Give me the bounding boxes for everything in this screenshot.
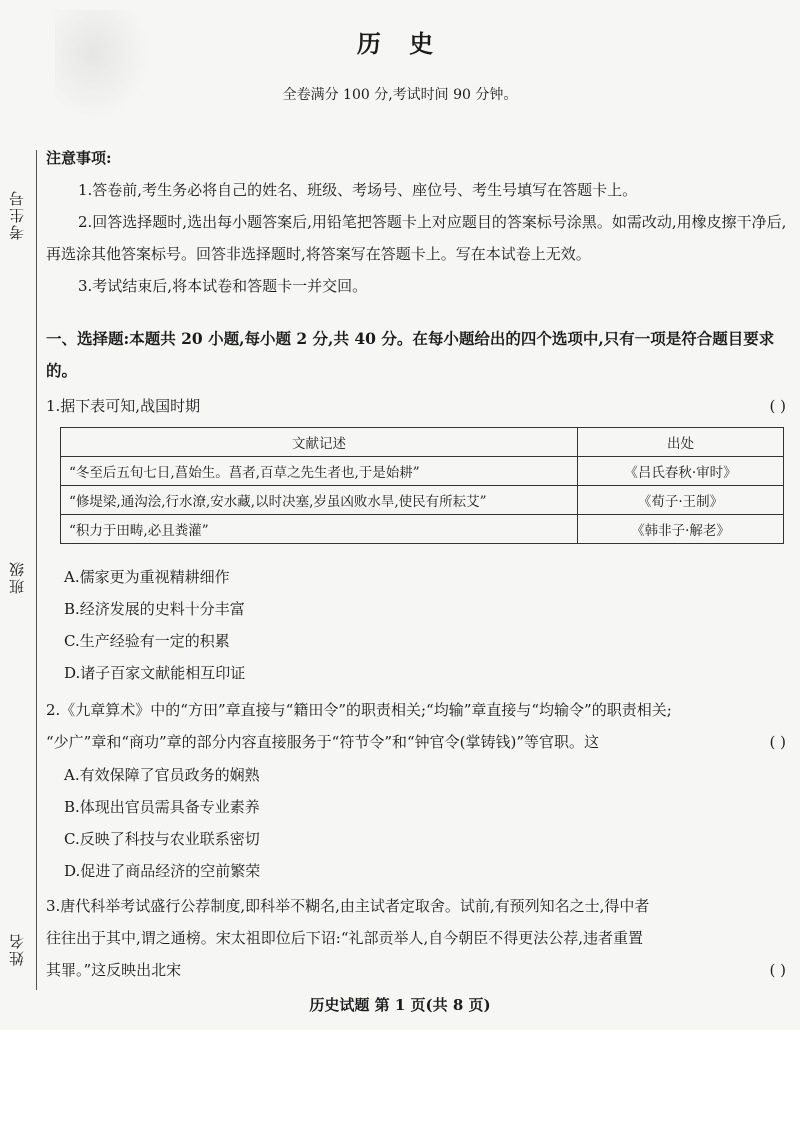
table-cell-record: “修堤梁,通沟浍,行水潦,安水藏,以时决塞,岁虽凶败水旱,使民有所耘艾” [61, 486, 578, 515]
q1-stem: 1.据下表可知,战国时期 [46, 397, 201, 415]
q3-stem-line1: 3.唐代科举考试盛行公荐制度,即科举不糊名,由主试者定取舍。试前,有预列知名之士,得中者 [46, 897, 650, 915]
q1-option-b: B.经济发展的史料十分丰富 [64, 600, 245, 618]
table-cell-source: 《吕氏春秋·审时》 [578, 457, 784, 486]
q2-stem-line1: 2.《九章算术》中的“方田”章直接与“籍田令”的职责相关;“均输”章直接与“均输令”的职责相关; [46, 701, 672, 719]
q1-option-d: D.诸子百家文献能相互印证 [64, 664, 246, 682]
notice-item-3: 3.考试结束后,将本试卷和答题卡一并交回。 [78, 277, 368, 295]
table-cell-source: 《荀子·王制》 [578, 486, 784, 515]
q1-source-table [60, 427, 784, 544]
table-row [61, 457, 784, 486]
q2-option-b: B.体现出官员需具备专业素养 [64, 798, 260, 816]
label-name: 姓名 [6, 928, 26, 970]
label-exam-no: 考生号 [6, 185, 26, 244]
table-cell-record: “积力于田畴,必且粪灌” [61, 515, 578, 544]
page-title: 历 史 [356, 29, 444, 58]
table-cell-source: 《韩非子·解老》 [578, 515, 784, 544]
q1-answer-paren: ( ) [769, 397, 786, 415]
q2-option-a: A.有效保障了官员政务的娴熟 [64, 766, 260, 784]
label-class: 班级 [6, 556, 26, 598]
table-header-row [61, 428, 784, 457]
q2-answer-paren: ( ) [769, 733, 786, 751]
score-line: 全卷满分 100 分,考试时间 90 分钟。 [282, 87, 518, 103]
q1-option-c: C.生产经验有一定的积累 [64, 632, 230, 650]
q3-answer-paren: ( ) [769, 961, 786, 979]
binding-line [36, 150, 37, 990]
q1-option-a: A.儒家更为重视精耕细作 [64, 568, 230, 586]
table-row [61, 515, 784, 544]
page-footer: 历史试题 第 1 页(共 8 页) [309, 996, 491, 1014]
notice-item-2: 2.回答选择题时,选出每小题答案后,用铅笔把答题卡上对应题目的答案标号涂黑。如需改动,用橡皮擦干净后,再选涂其他答案标号。回答非选择题时,将答案写在答题卡上。写在本试卷上无效。 [46, 213, 787, 263]
table-header-record: 文献记述 [61, 428, 578, 457]
table-row [61, 486, 784, 515]
page-bottom-margin [0, 1030, 800, 1132]
section-heading: 一、选择题:本题共 20 小题,每小题 2 分,共 40 分。在每小题给出的四个选项中,只有一项是符合题目要求的。 [46, 329, 775, 380]
q2-stem-line2: “少广”章和“商功”章的部分内容直接服务于“符节令”和“钟官令(掌铸钱)”等官职。这 [46, 733, 600, 751]
notice-heading: 注意事项: [46, 149, 112, 167]
table-cell-record: “冬至后五旬七日,菖始生。菖者,百草之先生者也,于是始耕” [61, 457, 578, 486]
q2-option-d: D.促进了商品经济的空前繁荣 [64, 862, 261, 880]
q3-stem-line3: 其罪。”这反映出北宋 [46, 961, 182, 979]
q3-stem-line2: 往往出于其中,谓之通榜。宋太祖即位后下诏:“礼部贡举人,自今朝臣不得更法公荐,违者重置 [46, 929, 644, 947]
notice-item-1: 1.答卷前,考生务必将自己的姓名、班级、考场号、座位号、考生号填写在答题卡上。 [78, 181, 638, 199]
q2-option-c: C.反映了科技与农业联系密切 [64, 830, 260, 848]
table-header-source: 出处 [578, 428, 784, 457]
